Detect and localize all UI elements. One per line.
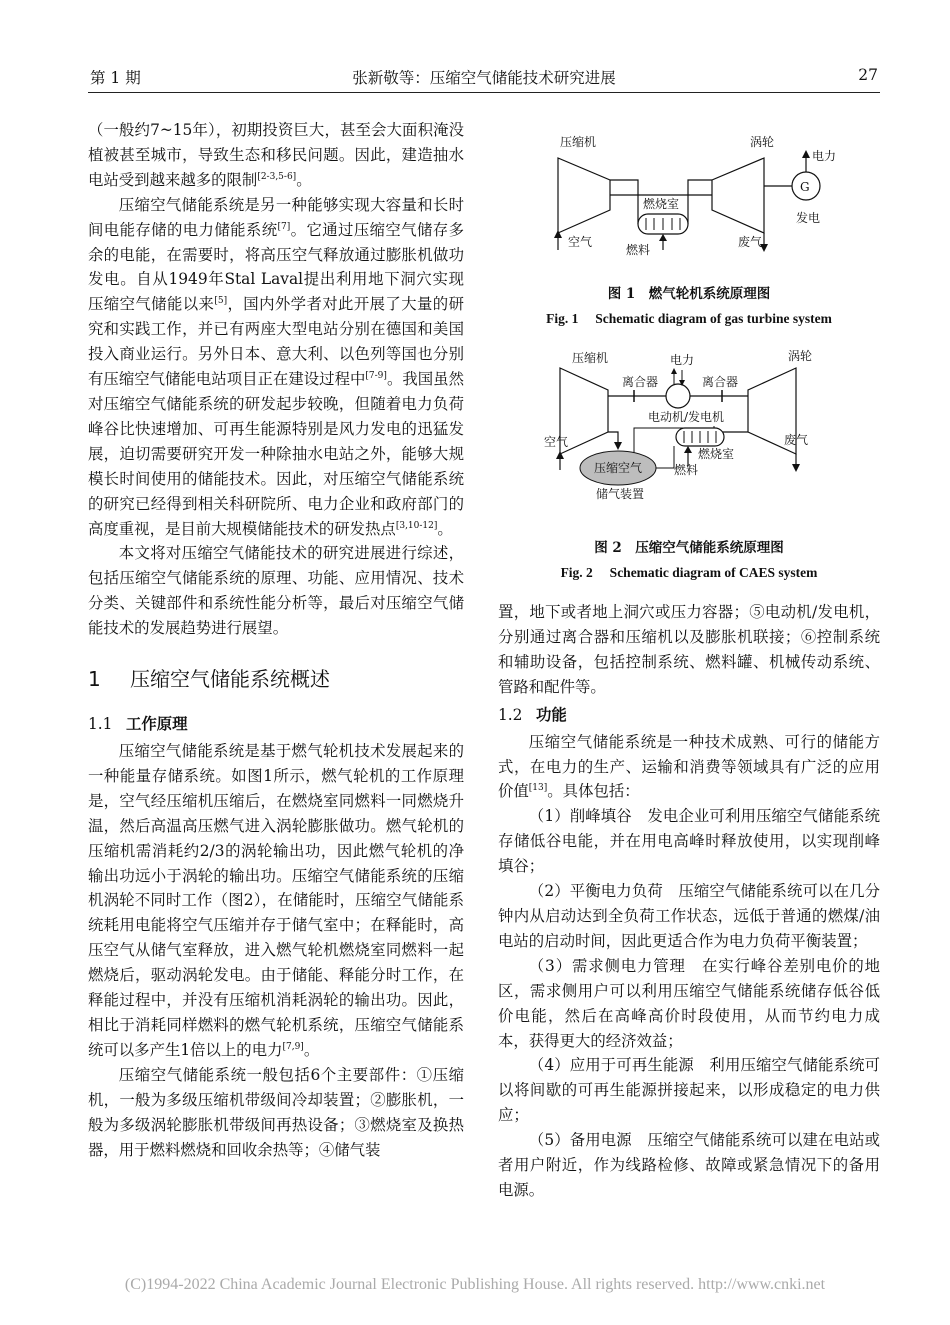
section-heading: 1 压缩空气储能系统概述 bbox=[88, 667, 330, 692]
fig2-power-label: 电力 bbox=[670, 353, 695, 367]
fig2-compressor-label: 压缩机 bbox=[572, 351, 609, 365]
paragraph: 本文将对压缩空气储能技术的研究进展进行综述，包括压缩空气储能系统的原理、功能、应用情况、技术分类、关键部件和系统性能分析等，最后对压缩空气储能技术的发展趋势进行展望。 bbox=[88, 544, 464, 638]
fig2-clutch-left-label: 离合器 bbox=[622, 375, 659, 389]
fig2-storage-label: 储气装置 bbox=[596, 487, 645, 501]
fig1-exhaust-label: 废气 bbox=[738, 235, 763, 249]
paragraph: 置，地下或者地上洞穴或压力容器；⑤电动机/发电机，分别通过离合器和压缩机以及膨胀机联接；⑥控制系统和辅助设备，包括控制系统、燃料罐、机械传动系统、管路和配件等。 bbox=[498, 603, 880, 696]
page-number: 27 bbox=[858, 66, 878, 84]
figure-2-caption-cn: 图 2 压缩空气储能系统原理图 bbox=[594, 540, 784, 556]
paragraph: （一般约7~15年），初期投资巨大，甚至会大面积淹没植被甚至城市，导致生态和移民问题。因此，建造抽水电站受到越来越多的限制[2-3,5-6]。 bbox=[88, 121, 464, 189]
list-item: （1）削峰填谷 发电企业可利用压缩空气储能系统存储低谷电能，并在用电高峰时释放使用，以实现削峰填谷； bbox=[498, 807, 880, 876]
fig1-generator-symbol: G bbox=[800, 180, 810, 194]
fig1-compressor-shape bbox=[558, 158, 610, 233]
paragraph: 压缩空气储能系统是一种技术成熟、可行的储能方式，在电力的生产、运输和消费等领域具有广泛的应用价值[13]。具体包括： bbox=[498, 732, 880, 801]
paragraph: 压缩空气储能系统一般包括6个主要部件：①压缩机，一般为多级压缩机带级间冷却装置；②膨胀机，一般为多级涡轮膨胀机带级间再热设备；③燃烧室及换热器，用于燃料燃烧和回收余热等；④储气装 bbox=[88, 1065, 464, 1159]
fig2-combustor-label: 燃烧室 bbox=[698, 447, 735, 461]
paragraph: 压缩空气储能系统是基于燃气轮机技术发展起来的一种能量存储系统。如图1所示，燃气轮机的工作原理是，空气经压缩机压缩后，在燃烧室同燃料一同燃烧升温，然后高温高压燃气进入涡轮膨胀做功。燃气轮机的压缩机需消耗约2/3的涡轮输出功，因此燃气轮机的净输出功远小于涡轮的输出功。压缩空气储能系统的压缩机涡轮不同时工作（图2），在储能时，压缩空气储能系统耗用电能将空气压缩并存于储气室中；在释能时，高压空气从储气室释放，进入燃气轮机燃烧室同燃料一起燃烧后，驱动涡轮发电。由于储能、释能分时工作，在释能过程中，并没有压缩机消耗涡轮的输出功。因此，相比于消耗同样燃料的燃气轮机系统，压缩空气储能系统可以多产生1倍以上的电力[7,9]。 bbox=[88, 742, 464, 1059]
header-title: 张新敬等：压缩空气储能技术研究进展 bbox=[352, 69, 616, 87]
list-item: （3）需求侧电力管理 在实行峰谷差别电价的地区，需求侧用户可以利用压缩空气储能系统储存低谷低价电能，然后在高峰高价时段使用，从而节约电力成本，获得更大的经济效益； bbox=[498, 956, 880, 1050]
fig2-storage-text: 压缩空气 bbox=[594, 461, 643, 475]
fig1-turbine-label: 涡轮 bbox=[750, 135, 775, 149]
running-header bbox=[88, 66, 880, 93]
fig1-generator-label: 发电 bbox=[796, 211, 821, 225]
figure-1-caption-cn: 图 1 燃气轮机系统原理图 bbox=[607, 286, 771, 302]
fig1-air-label: 空气 bbox=[568, 235, 593, 249]
issue-label: 第 1 期 bbox=[90, 69, 141, 87]
fig2-motor-label: 电动机/发电机 bbox=[648, 410, 725, 424]
fig2-air-label: 空气 bbox=[544, 435, 569, 449]
fig2-clutch-right-label: 离合器 bbox=[702, 375, 739, 389]
fig2-fuel-label: 燃料 bbox=[674, 463, 699, 477]
copyright-footer: (C)1994-2022 China Academic Journal Electronic Publishing House. All rights reserved. http://www.cnki.net bbox=[124, 1276, 826, 1293]
fig2-motor-generator bbox=[666, 384, 690, 408]
subsection-heading: 1.1 工作原理 bbox=[88, 715, 188, 734]
list-item: （4）应用于可再生能源 利用压缩空气储能系统可以将间歇的可再生能源拼接起来，以形成稳定的电力供应； bbox=[498, 1056, 880, 1125]
list-item: （2）平衡电力负荷 压缩空气储能系统可以在几分钟内从启动达到全负荷工作状态，远低于普通的燃煤/油电站的启动时间，因此更适合作为电力负荷平衡装置； bbox=[498, 882, 880, 950]
paragraph: 压缩空气储能系统是另一种能够实现大容量和长时间电能存储的电力储能系统[7]。它通过压缩空气储存多余的电能，在需要时，将高压空气释放通过膨胀机做功发电。自从1949年Stal Laval提出利用地下洞穴实现压缩空气储能以来[5]，国内外学者对此开展了大量的研究和实践工作，并已有两座大型电站分别在德国和美国投入商业运行。另外日本、意大利、以色列等国也分别有压缩空气储能电站项目正在建设过程中[7-9]。我国虽然对压缩空气储能系统的研发起步较晚，但随着电力负荷峰谷比快速增加、可再生能源特别是风力发电的迅猛发展，迫切需要研究开发一种除抽水电站之外，能够大规模长时间使用的储能技术。因此，对压缩空气储能系统的研究已经得到相关科研院所、电力企业和政府部门的高度重视，是目前大规模储能技术的研发热点[3,10-12]。 bbox=[88, 195, 464, 538]
figure-2-diagram bbox=[538, 346, 848, 514]
fig2-turbine-label: 涡轮 bbox=[788, 349, 813, 363]
figure-2-caption-en: Fig. 2 Schematic diagram of CAES system bbox=[560, 565, 818, 580]
left-column bbox=[88, 118, 464, 1162]
fig2-exhaust-label: 废气 bbox=[784, 433, 809, 447]
fig1-compressor-label: 压缩机 bbox=[560, 135, 597, 149]
subsection-heading: 1.2 功能 bbox=[498, 705, 567, 724]
fig1-combustor-label: 燃烧室 bbox=[643, 197, 680, 211]
figure-1-caption-en: Fig. 1 Schematic diagram of gas turbine system bbox=[546, 311, 832, 326]
right-column bbox=[498, 600, 880, 1203]
list-item: （5）备用电源 压缩空气储能系统可以建在电站或者用户附近，作为线路检修、故障或紧急情况下的备用电源。 bbox=[498, 1131, 880, 1199]
fig1-power-label: 电力 bbox=[812, 149, 837, 163]
fig1-turbine-shape bbox=[712, 158, 764, 233]
fig1-fuel-label: 燃料 bbox=[626, 243, 651, 257]
figure-1-diagram bbox=[530, 128, 860, 268]
